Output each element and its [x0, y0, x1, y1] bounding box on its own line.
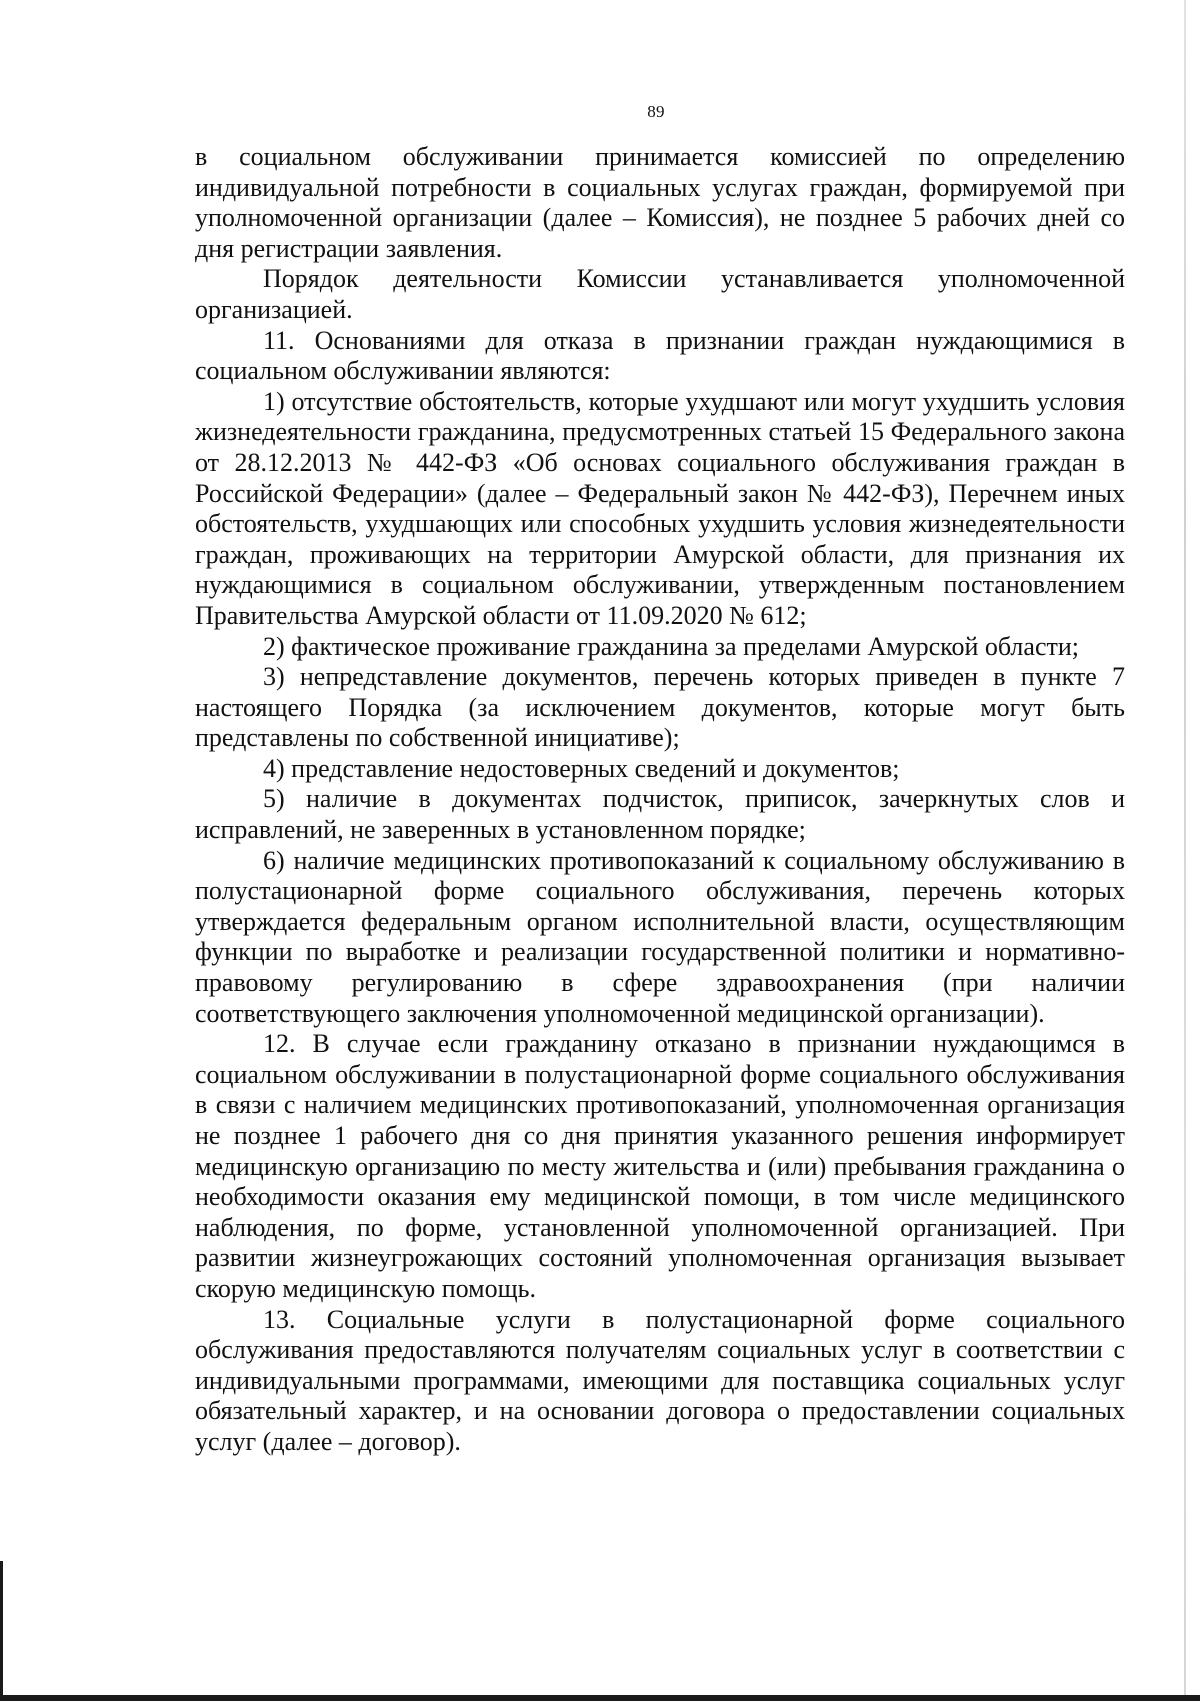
paragraph-13: 13. Социальные услуги в полустационарной форме социального обслуживания предоставляются получателям социальных услуг в соответствии с индивидуальными программами, имеющими для поставщика социальных услуг обязательный характер, и на основании договора о предоставлении социальных услуг (далее – договор).	[195, 1304, 1125, 1456]
paragraph-commission-order: Порядок деятельности Комиссии устанавливается уполномоченной организацией.	[195, 264, 1125, 324]
paragraph-11-item-4: 4) представление недостоверных сведений и документов;	[263, 753, 900, 783]
paragraph-11-item-1: 1) отсутствие обстоятельств, которые ухудшают или могут ухудшить условия жизнедеятельности гражданина, предусмотренных статьей 15 Федерального закона от 28.12.2013 № 442-ФЗ «Об основах социального обслуживания граждан в Российской Федерации» (далее – Федеральный закон № 442-ФЗ), Перечнем иных обстоятельств, ухудшающих или способных ухудшить условия жизнедеятельности граждан, проживающих на территории Амурской области, для признания их нуждающимися в социальном обслуживании, утвержденным постановлением Правительства Амурской области от 11.09.2020 № 612;	[195, 386, 1125, 630]
paragraph-11-item-2: 2) фактическое проживание гражданина за пределами Амурской области;	[263, 631, 1079, 661]
paragraph-11-item-6: 6) наличие медицинских противопоказаний к социальному обслуживанию в полустационарной форме социального обслуживания, перечень которых утверждается федеральным органом исполнительной власти, осуществляющим функции по выработке и реализации государственной политики и нормативно-правовому регулированию в сфере здравоохранения (при наличии соответствующего заключения уполномоченной медицинской организации).	[195, 845, 1125, 1028]
document-body	[195, 142, 1125, 1458]
scan-edge-bottom	[0, 1695, 1200, 1701]
scan-edge-right	[1184, 0, 1186, 1701]
paragraph-11-item-3: 3) непредставление документов, перечень которых приведен в пункте 7 настоящего Порядка (за исключением документов, которые могут быть представлены по собственной инициативе);	[195, 662, 1125, 753]
paragraph-continuation: в социальном обслуживании принимается комиссией по определению индивидуальной потребности в социальных услугах граждан, формируемой при уполномоченной организации (далее – Комиссия), не позднее 5 рабочих дней со дня регистрации заявления.	[195, 142, 1125, 263]
paragraph-12: 12. В случае если гражданину отказано в признании нуждающимся в социальном обслуживании в полустационарной форме социального обслуживания в связи с наличием медицинских противопоказаний, уполномоченная организация не позднее 1 рабочего дня со дня принятия указанного решения информирует медицинскую организацию по месту жительства и (или) пребывания гражданина о необходимости оказания ему медицинской помощи, в том числе медицинского наблюдения, по форме, установленной уполномоченной организацией. При развитии жизнеугрожающих состояний уполномоченная организация вызывает скорую медицинскую помощь.	[195, 1029, 1125, 1303]
page-number: 89	[647, 102, 665, 121]
paragraph-11-item-5: 5) наличие в документах подчисток, приписок, зачеркнутых слов и исправлений, не заверенных в установленном порядке;	[195, 784, 1125, 845]
paragraph-11: 11. Основаниями для отказа в признании граждан нуждающимися в социальном обслуживании являются:	[195, 325, 1125, 386]
scan-edge-left	[0, 1561, 3, 1701]
